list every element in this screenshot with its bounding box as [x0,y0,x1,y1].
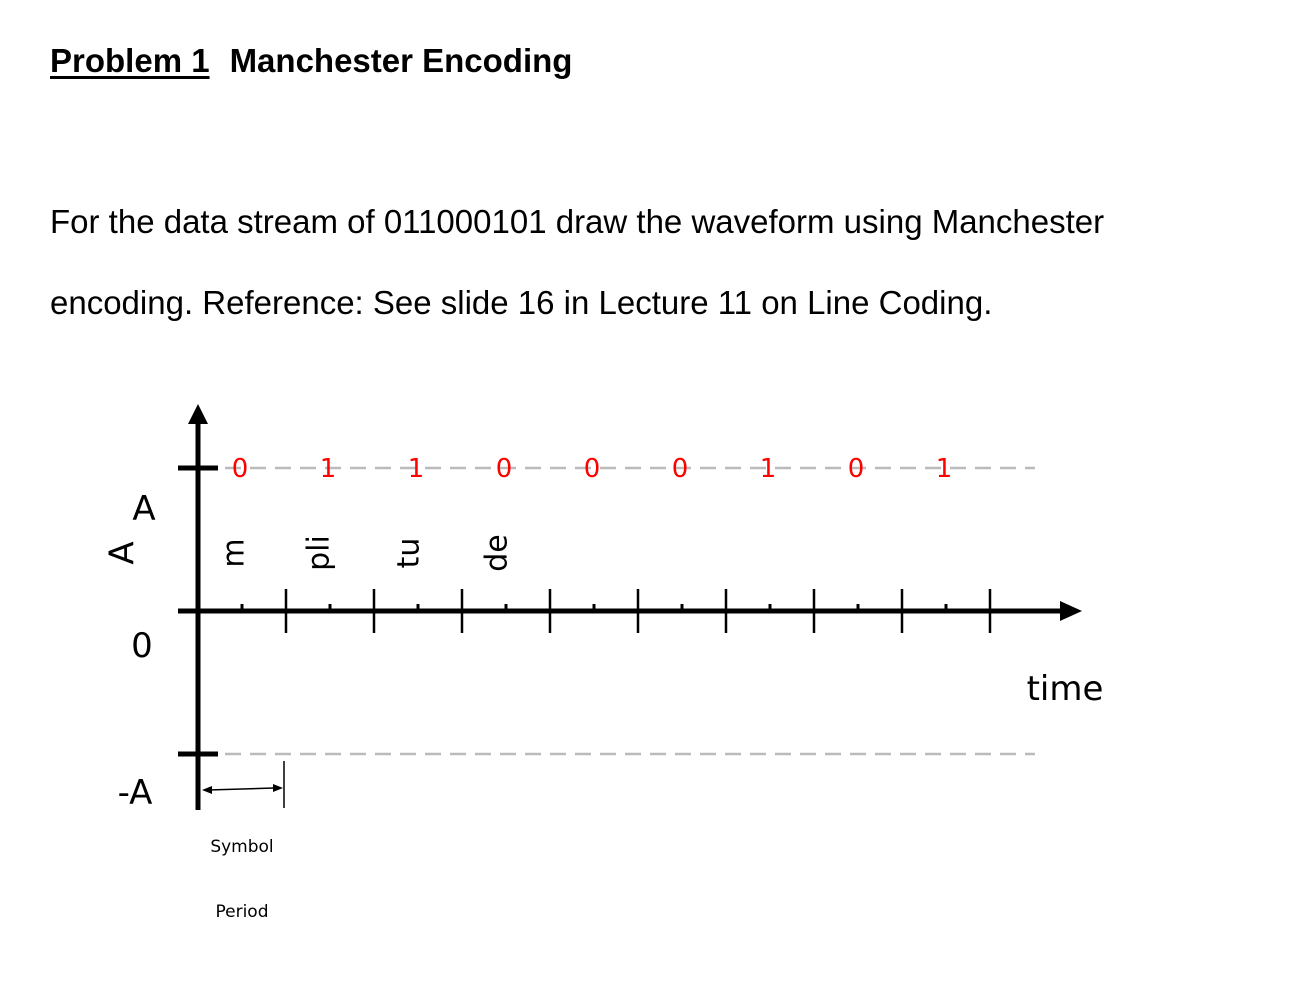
bit-label: 0 [495,454,513,484]
fragment-label-3: tu [391,537,427,569]
bit-label: 0 [231,454,249,484]
bit-label: 1 [759,454,777,484]
symbol-period-arrow-right [273,784,283,792]
symbol-period-label-1: Symbol [210,837,274,857]
symbol-period-arrow-line [208,788,274,790]
instruction-line-1: For the data stream of 011000101 draw the waveform using Manchester [50,203,1105,240]
bit-label: 0 [671,454,689,484]
level-zero-label: 0 [131,626,153,666]
bit-label: 0 [583,454,601,484]
x-axis-label: time [1026,669,1104,709]
instruction-line-2: encoding. Reference: See slide 16 in Lecture 11 on Line Coding. [50,284,993,321]
symbol-period-label-2: Period [215,902,269,922]
fragment-label-2: pli [301,535,337,571]
bit-label: 0 [847,454,865,484]
y-axis-arrow [188,404,208,424]
problem-number: Problem 1 [50,42,210,79]
bit-label: 1 [407,454,425,484]
x-axis-arrow [1060,601,1082,621]
symbol-period-arrow-left [202,786,212,794]
bit-label: 1 [935,454,953,484]
fragment-label-1: m [216,538,252,568]
fragment-label-4: de [479,534,515,572]
y-axis-title: A [102,541,143,565]
bit-label: 1 [319,454,337,484]
level-high-label: A [132,489,156,529]
level-low-label: -A [117,773,153,813]
problem-title: Manchester Encoding [229,42,573,79]
